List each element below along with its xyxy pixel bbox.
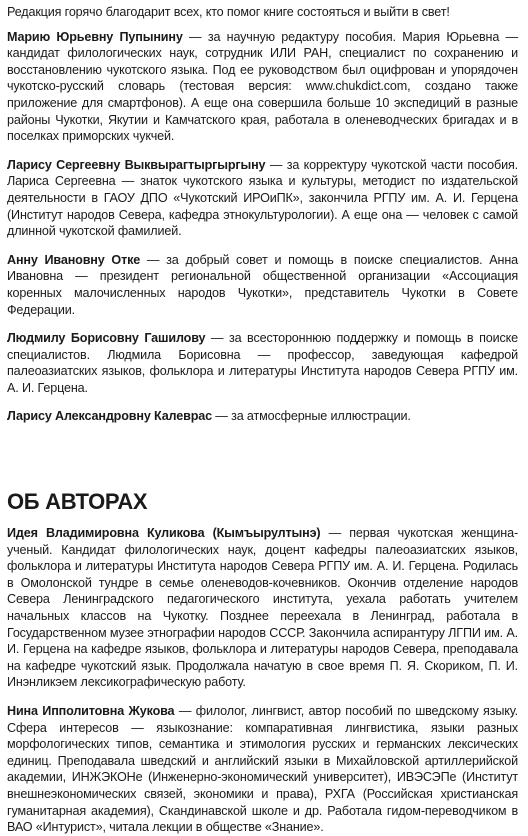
thanks-intro: Редакция горячо благодарит всех, кто помог книге состояться и выйти в свет! (7, 5, 450, 19)
person-description: — за добрый совет и помощь в поиске специалистов. Анна Ивановна — президент региональной общественной организации «Ассоциация коренных малочисленных народов Чукотки», представитель Чукотки в Совете Федерации. (7, 252, 519, 317)
thanks-entry (7, 408, 518, 425)
thanks-entry (7, 29, 518, 145)
person-name: Ларису Сергеевну Выквырагтыргыргыну (7, 157, 266, 172)
person-name: Анну Ивановну Отке (7, 252, 141, 267)
section-title: ОБ АВТОРАХ (7, 489, 148, 515)
person-description: — за атмосферные иллюстрации. (211, 409, 411, 424)
author-description: — филолог, лингвист, автор пособий по шведскому языку. Сфера интересов — языкознание: компаративная лингвистика, языки разных морфологических типов, семантика и этимология русских и германских лексических единиц. Преподавала шведский и английский языки в Михайловской артиллерийской академии, ИНЖЭКОНе (Инженерно-экономический университет), ИВЭСЭПе (Институт внешнеэкономических связей, экономики и права), РХГА (Российская христианская гуманитарная академия), Скандинавской школе и др. Работала гидом-переводчиком в ВАО «Интурист», читала лекции в обществе «Знание». (7, 704, 518, 835)
author-entry (7, 525, 518, 691)
author-name: Идея Владимировна Куликова (Кымъырултынэ) (7, 526, 321, 541)
person-name: Людмилу Борисовну Гашилову (7, 331, 206, 346)
author-description: — первая чукотская женщина-ученый. Кандидат филологических наук, доцент кафедры палеоазиатских языков, фольклора и литературы Института народов Севера РГПУ им. А. И. Герцена. Родилась в Омолонской тундре в семье оленеводов-кочевников. Окончив отделение народов Севера Ленинградского педагогического института, уехала работать учителем начальных классов на Чукотку. Позднее переехала в Ленинград, работала в Государственном музее этнографии народов СССР. Закончила аспирантуру ЛГПИ им. А. И. Герцена на кафедре языков, фольклора и литературы народов Севера, преподавала на кафедре чукотский язык. Продолжала начатую в свое время П. Я. Скориком, П. И. Инэнликэем лексикографическую работу. (7, 526, 518, 690)
author-name: Нина Ипполитовна Жукова (7, 704, 175, 718)
person-description: — за всестороннюю поддержку и помощь в поиске специалистов. Людмила Борисовна — профессор, заведующая кафедрой палеоазиатских языков, фольклора и литературы Института народов Севера РГПУ им. А. И. Герцена. (7, 331, 518, 395)
author-entry (7, 703, 518, 836)
thanks-entry (7, 157, 518, 240)
person-description: — за научную редактуру пособия. Мария Юрьевна — кандидат филологических наук, сотрудник ИЛИ РАН, специалист по сохранению и восстановлению чукотского языка. Под ее руководством был оцифрован и упорядочен чукотско-русский словарь (тестовая версия: www.chukdict.com, создано также приложение для смартфонов). А еще она совершила больше 10 экспедиций в разные районы Чукотки, Якутии и Камчатского края, работала в оленеводческих бригадах и в поселках приморских чукчей. (7, 29, 518, 144)
thanks-entry (7, 330, 518, 396)
person-name: Ларису Александровну Калеврас (7, 409, 212, 424)
person-description: — за корректуру чукотской части пособия. Лариса Сергеевна — знаток чукотского языка и культуры, методист по издательской деятельности в ГАОУ ДПО «Чукотский ИРОиПК», закончила РГПУ им. А. И. Герцена (Институт народов Севера, кафедра этнокультурологии). А еще она — человек с самой длинной чукотской фамилией. (7, 157, 518, 239)
thanks-entry (7, 252, 518, 318)
person-name: Марию Юрьевну Пупынину (7, 29, 183, 44)
